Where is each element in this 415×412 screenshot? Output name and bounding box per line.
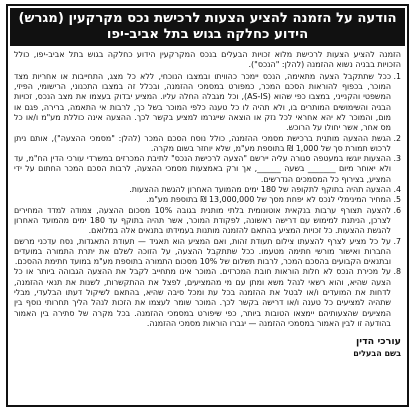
legal-notice xyxy=(6,4,409,407)
notice-item: 5. המחיר המינימלי לנכס לא יפחת מסך של 13,000,000 ₪ בתוספת מע"מ. xyxy=(146,195,401,205)
notice-item: 6. להצעה תצורף ערבות בנקאית אוטונומית בלתי מותנית בגובה 10% מסכום ההצעה, צמודה למדד המחירים לצרכן, הניתנת למימוש עם דרישה ראשונה, לפקודת המוכר, אשר תהיה בתוקף עד 180 ימים מהמועד האחרון להגשת ההצעות. כל זכויות המציע בהתאם להזמנה מותנות בעמידתו בתנאים אלה במלואם. xyxy=(14,205,401,236)
notice-subtitle: הידוע כחלקה בגוש בתל אביב-יפו xyxy=(106,27,309,42)
notice-item: 8. על מכירת הנכס לא חלות הוראות חובת המכרזים. המוכר אינו מתחייב לקבל את ההצעה הגבוהה ביותר או כל הצעה שהיא, והוא רשאי לנהל משא ומתן עם מי מהמציעים, לפצל את ההתקשרות, לשנות את תנאי ההזמנה, לדחות את המועדים ו/או לבטל את ההזמנה בכל עת ומכל סיבה שהיא, בהתאם לשיקול דעתו הבלעדי, מבלי שתהיה למציעים כל טענה ו/או דרישה בקשר לכך. המוכר שומר לעצמו את הזכות לנהל הליך תחרותי נוסף בין המציעים שהצעותיהם יימצאו הטובות ביותר, כפי שיפורט במסמכי ההזמנה. בכל מקרה של סתירה בין האמור בהודעה זו לבין האמור במסמכי ההזמנה — יגברו הוראות מסמכי ההזמנה. xyxy=(14,267,401,328)
notice-item: 3. ההצעות יוגשו במעטפה סגורה עליה יירשם "הצעה לרכישת הנכס" לתיבת המכרזים במשרדי עורכי הדין הח"מ, עד ולא יאוחר מיום _______ בשעה ______, אך ורק באמצעות מסמכי ההצעה, לרבות הסכם המכר החתום על ידי המציע, בצירוף כל המסמכים הנדרשים. xyxy=(14,154,401,184)
notice-item: 7. על כל מציע לצרף להצעתו צילום תעודת זהות, ואם המציע הוא תאגיד — תעודת התאגדות, נסח עדכני מרשם החברות ואישור מורשי חתימה מטעמו. ככל שתתקבל ההצעה, על הזוכה לשלם את יתרת התמורה במועדים ובתנאים הקבועים בהסכם המכר, לרבות תשלום של 10% מסכום התמורה בתוספת מע"מ במועד חתימת ההסכם. xyxy=(14,236,401,267)
notice-items xyxy=(14,72,401,329)
signature-lawyers: עורכי הדין xyxy=(356,336,401,348)
notice-title: הודעה על הזמנה להציע הצעות לרכישת נכס מקרקעין (מגרש) xyxy=(18,11,397,26)
notice-header xyxy=(10,8,405,46)
notice-item: 4. ההצעה תהיה בתוקף לתקופה של 180 ימים מהמועד האחרון להגשת ההצעות. xyxy=(129,185,401,195)
notice-intro: הזמנה להציע הצעות לרכישת מלוא זכויות הבעלים בנכס המקרקעין הידוע כחלקה בגוש בתל אביב-יפו, כולל הזכויות בבניה נשוא ההזמנה (להלן: "הנכס"). xyxy=(14,50,401,70)
notice-item: 2. הגשת ההצעה מותנית ברכישת מסמכי ההזמנה, כולל נוסח הסכם המכר (להלן: "מסמכי ההצעה"), אותם ניתן לרכוש תמורת סך של 1,000 ₪ בתוספת מע"מ, שלא יוחזר בשום מקרה. xyxy=(14,133,401,153)
signature-owners: בשם הבעלים xyxy=(353,349,401,359)
notice-item: 1. ככל שתתקבל הצעה מתאימה, הנכס יימכר כהוויתו ובמצבו הנוכחי, ללא כל מצג, התחייבות או אחריות מצד המוכר, בכפוף להוראות הסכם המכר, כמפורט במסמכי ההזמנה, ובכלל זה במצבו התכנוני, הרישומי, הפיזי, המשפטי והקנייני, במצבו כפי שהוא (AS-IS), וכל מגבלה החלה עליו. המציע יבדוק בעצמו את מצב הנכס, זכויות הבניה והשימושים המותרים בו, ולא תהיה לו כל טענה כלפי המוכר בשל כך, לרבות אי התאמה, ברירה, פגם או מום, והמוכר לא יהא אחראי לכל נזק או הוצאה שייגרמו למציע בקשר לכך. ההצעה אינה כוללת מע"מ ו/או כל מס אחר, אשר יחולו על הרוכש. xyxy=(14,71,401,133)
